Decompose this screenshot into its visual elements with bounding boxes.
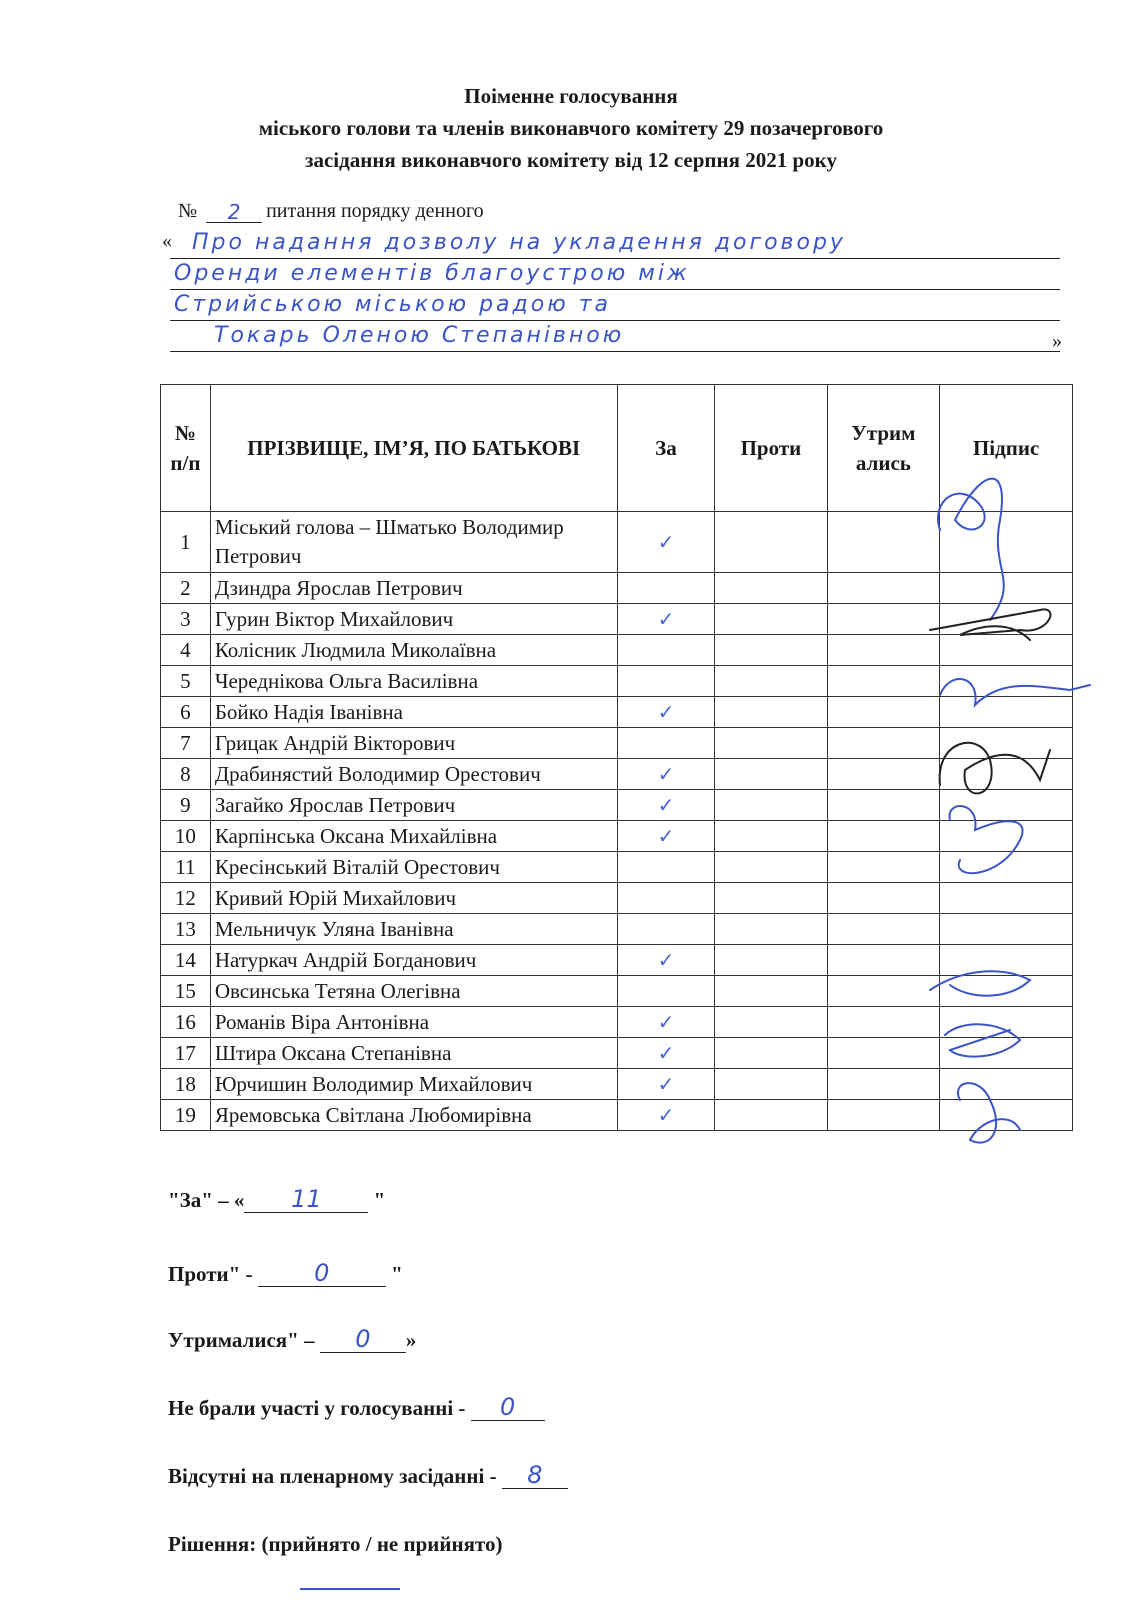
row-utr <box>827 1038 940 1069</box>
row-utr <box>827 635 940 666</box>
row-name: Юрчишин Володимир Михайлович <box>210 1069 617 1100</box>
table-row <box>161 573 1073 604</box>
summary-za-value: 11 <box>244 1188 368 1213</box>
row-number: 17 <box>161 1038 211 1069</box>
summary-za-label: "За" – « <box>168 1188 245 1212</box>
row-number: 10 <box>161 821 211 852</box>
row-proti <box>715 604 827 635</box>
row-za-mark <box>617 883 715 914</box>
header-sig: Підпис <box>940 385 1073 512</box>
row-name: Колісник Людмила Миколаївна <box>210 635 617 666</box>
row-name: Міський голова – Шматько Володимир Петрович <box>210 512 617 573</box>
row-signature <box>940 697 1073 728</box>
row-number: 11 <box>161 852 211 883</box>
row-proti <box>715 1100 827 1131</box>
summary-proti-label: Проти" - <box>168 1262 258 1286</box>
vote-table <box>160 384 1073 1131</box>
subject-line <box>170 261 1060 290</box>
summary-utr-label: Утрималися" – <box>168 1328 320 1352</box>
table-row <box>161 697 1073 728</box>
table-row <box>161 790 1073 821</box>
row-proti <box>715 945 827 976</box>
table-row <box>161 945 1073 976</box>
row-za-mark <box>617 635 715 666</box>
table-row <box>161 914 1073 945</box>
subject-line-text: Токарь Оленою Степанівною <box>214 323 625 348</box>
header-proti: Проти <box>715 385 827 512</box>
row-signature <box>940 976 1073 1007</box>
row-name: Бойко Надія Іванівна <box>210 697 617 728</box>
subject-line-text: Оренди елементів благоустрою між <box>174 261 690 286</box>
question-number: 2 <box>206 200 262 223</box>
row-utr <box>827 1007 940 1038</box>
subject-line-text: Про надання дозволу на укладення договору <box>192 230 846 255</box>
row-za-mark <box>617 976 715 1007</box>
header-num: № п/п <box>161 385 211 512</box>
subject-line <box>170 323 1060 352</box>
row-proti <box>715 697 827 728</box>
row-proti <box>715 728 827 759</box>
row-signature <box>940 604 1073 635</box>
summary-proti-value: 0 <box>258 1262 386 1287</box>
table-header-row <box>161 385 1073 512</box>
row-proti <box>715 573 827 604</box>
row-signature <box>940 1069 1073 1100</box>
row-signature <box>940 1038 1073 1069</box>
row-signature <box>940 790 1073 821</box>
row-name: Кресінський Віталій Орестович <box>210 852 617 883</box>
row-name: Мельничук Уляна Іванівна <box>210 914 617 945</box>
table-row <box>161 1100 1073 1131</box>
row-za-mark: ✓ <box>617 1069 715 1100</box>
row-name: Карпінська Оксана Михайлівна <box>210 821 617 852</box>
row-number: 3 <box>161 604 211 635</box>
row-utr <box>827 1100 940 1131</box>
row-number: 18 <box>161 1069 211 1100</box>
row-utr <box>827 697 940 728</box>
row-number: 9 <box>161 790 211 821</box>
row-za-mark <box>617 573 715 604</box>
row-signature <box>940 883 1073 914</box>
row-proti <box>715 666 827 697</box>
document-header <box>0 80 1142 176</box>
row-za-mark: ✓ <box>617 1007 715 1038</box>
table-row <box>161 604 1073 635</box>
table-row <box>161 1038 1073 1069</box>
row-za-mark <box>617 666 715 697</box>
row-signature <box>940 512 1073 573</box>
row-za-mark: ✓ <box>617 1038 715 1069</box>
row-za-mark: ✓ <box>617 604 715 635</box>
header-za: За <box>617 385 715 512</box>
table-row <box>161 1069 1073 1100</box>
row-proti <box>715 821 827 852</box>
row-name: Кривий Юрій Михайлович <box>210 883 617 914</box>
summary-utr <box>168 1325 417 1353</box>
summary-za <box>168 1185 386 1213</box>
row-number: 13 <box>161 914 211 945</box>
row-za-mark: ✓ <box>617 512 715 573</box>
table-row <box>161 728 1073 759</box>
row-number: 19 <box>161 1100 211 1131</box>
row-number: 16 <box>161 1007 211 1038</box>
header-title: Поіменне голосування <box>464 84 678 108</box>
row-name: Штира Оксана Степанівна <box>210 1038 617 1069</box>
row-name: Череднікова Ольга Василівна <box>210 666 617 697</box>
summary-not-voting-value: 0 <box>471 1396 545 1421</box>
row-za-mark: ✓ <box>617 790 715 821</box>
row-utr <box>827 604 940 635</box>
subject-line <box>170 292 1060 321</box>
row-signature <box>940 852 1073 883</box>
row-proti <box>715 914 827 945</box>
row-proti <box>715 1038 827 1069</box>
row-name: Овсинська Тетяна Олегівна <box>210 976 617 1007</box>
row-name: Гурин Віктор Михайлович <box>210 604 617 635</box>
summary-proti-end: " <box>385 1262 403 1286</box>
row-number: 6 <box>161 697 211 728</box>
row-number: 7 <box>161 728 211 759</box>
row-signature <box>940 759 1073 790</box>
table-row <box>161 635 1073 666</box>
table-row <box>161 976 1073 1007</box>
row-utr <box>827 759 940 790</box>
row-za-mark <box>617 852 715 883</box>
header-utr: Утрим ались <box>827 385 940 512</box>
row-number: 1 <box>161 512 211 573</box>
row-number: 2 <box>161 573 211 604</box>
row-signature <box>940 945 1073 976</box>
subject-line-text: Стрийською міською радою та <box>174 292 612 317</box>
row-signature <box>940 1100 1073 1131</box>
row-utr <box>827 883 940 914</box>
row-signature <box>940 1007 1073 1038</box>
row-signature <box>940 914 1073 945</box>
table-row <box>161 759 1073 790</box>
row-utr <box>827 914 940 945</box>
row-proti <box>715 635 827 666</box>
row-za-mark <box>617 914 715 945</box>
row-number: 8 <box>161 759 211 790</box>
row-utr <box>827 790 940 821</box>
row-proti <box>715 1007 827 1038</box>
summary-decision-label: Рішення: (прийнято / не прийнято) <box>168 1532 503 1556</box>
row-name: Яремовська Світлана Любомирівна <box>210 1100 617 1131</box>
row-name: Романів Віра Антонівна <box>210 1007 617 1038</box>
row-utr <box>827 976 940 1007</box>
table-row <box>161 1007 1073 1038</box>
subject-line <box>162 230 1060 259</box>
row-name: Драбинястий Володимир Орестович <box>210 759 617 790</box>
row-za-mark: ✓ <box>617 945 715 976</box>
row-name: Дзиндра Ярослав Петрович <box>210 573 617 604</box>
row-za-mark: ✓ <box>617 697 715 728</box>
row-proti <box>715 852 827 883</box>
summary-absent-label: Відсутні на пленарному засіданні - <box>168 1464 502 1488</box>
table-row <box>161 852 1073 883</box>
question-number-line <box>178 200 484 223</box>
row-number: 12 <box>161 883 211 914</box>
summary-not-voting <box>168 1393 545 1421</box>
summary-utr-value: 0 <box>320 1328 406 1353</box>
row-proti <box>715 976 827 1007</box>
row-name: Натуркач Андрій Богданович <box>210 945 617 976</box>
row-utr <box>827 852 940 883</box>
decision-underline <box>300 1588 400 1590</box>
row-number: 14 <box>161 945 211 976</box>
row-signature <box>940 573 1073 604</box>
table-row <box>161 666 1073 697</box>
table-row <box>161 883 1073 914</box>
row-za-mark <box>617 728 715 759</box>
summary-proti <box>168 1259 403 1287</box>
summary-utr-end: » <box>405 1328 417 1352</box>
header-name: ПРІЗВИЩЕ, ІМ’Я, ПО БАТЬКОВІ <box>210 385 617 512</box>
question-suffix: питання порядку денного <box>266 200 484 222</box>
table-row <box>161 512 1073 573</box>
row-proti <box>715 759 827 790</box>
row-za-mark: ✓ <box>617 821 715 852</box>
close-quote: » <box>1052 330 1062 352</box>
row-utr <box>827 821 940 852</box>
row-proti <box>715 512 827 573</box>
row-proti <box>715 1069 827 1100</box>
row-number: 15 <box>161 976 211 1007</box>
row-proti <box>715 790 827 821</box>
row-signature <box>940 635 1073 666</box>
summary-za-end: " <box>368 1188 386 1212</box>
row-utr <box>827 666 940 697</box>
summary-decision <box>168 1532 502 1557</box>
row-signature <box>940 821 1073 852</box>
row-za-mark: ✓ <box>617 759 715 790</box>
header-line-3: засідання виконавчого комітету від 12 серпня 2021 року <box>305 148 837 172</box>
row-name: Загайко Ярослав Петрович <box>210 790 617 821</box>
row-utr <box>827 1069 940 1100</box>
table-row <box>161 821 1073 852</box>
row-utr <box>827 728 940 759</box>
vote-rows <box>161 512 1073 1131</box>
summary-absent <box>168 1461 568 1489</box>
row-utr <box>827 512 940 573</box>
header-line-2: міського голови та членів виконавчого комітету 29 позачергового <box>258 116 884 140</box>
row-proti <box>715 883 827 914</box>
row-number: 5 <box>161 666 211 697</box>
summary-not-voting-label: Не брали участі у голосуванні - <box>168 1396 471 1420</box>
row-za-mark: ✓ <box>617 1100 715 1131</box>
summary-absent-value: 8 <box>502 1464 568 1489</box>
row-number: 4 <box>161 635 211 666</box>
row-signature <box>940 666 1073 697</box>
question-subject <box>162 230 1060 354</box>
row-name: Грицак Андрій Вікторович <box>210 728 617 759</box>
open-quote: « <box>162 230 172 252</box>
row-signature <box>940 728 1073 759</box>
number-sign: № <box>178 200 198 222</box>
row-utr <box>827 945 940 976</box>
row-utr <box>827 573 940 604</box>
